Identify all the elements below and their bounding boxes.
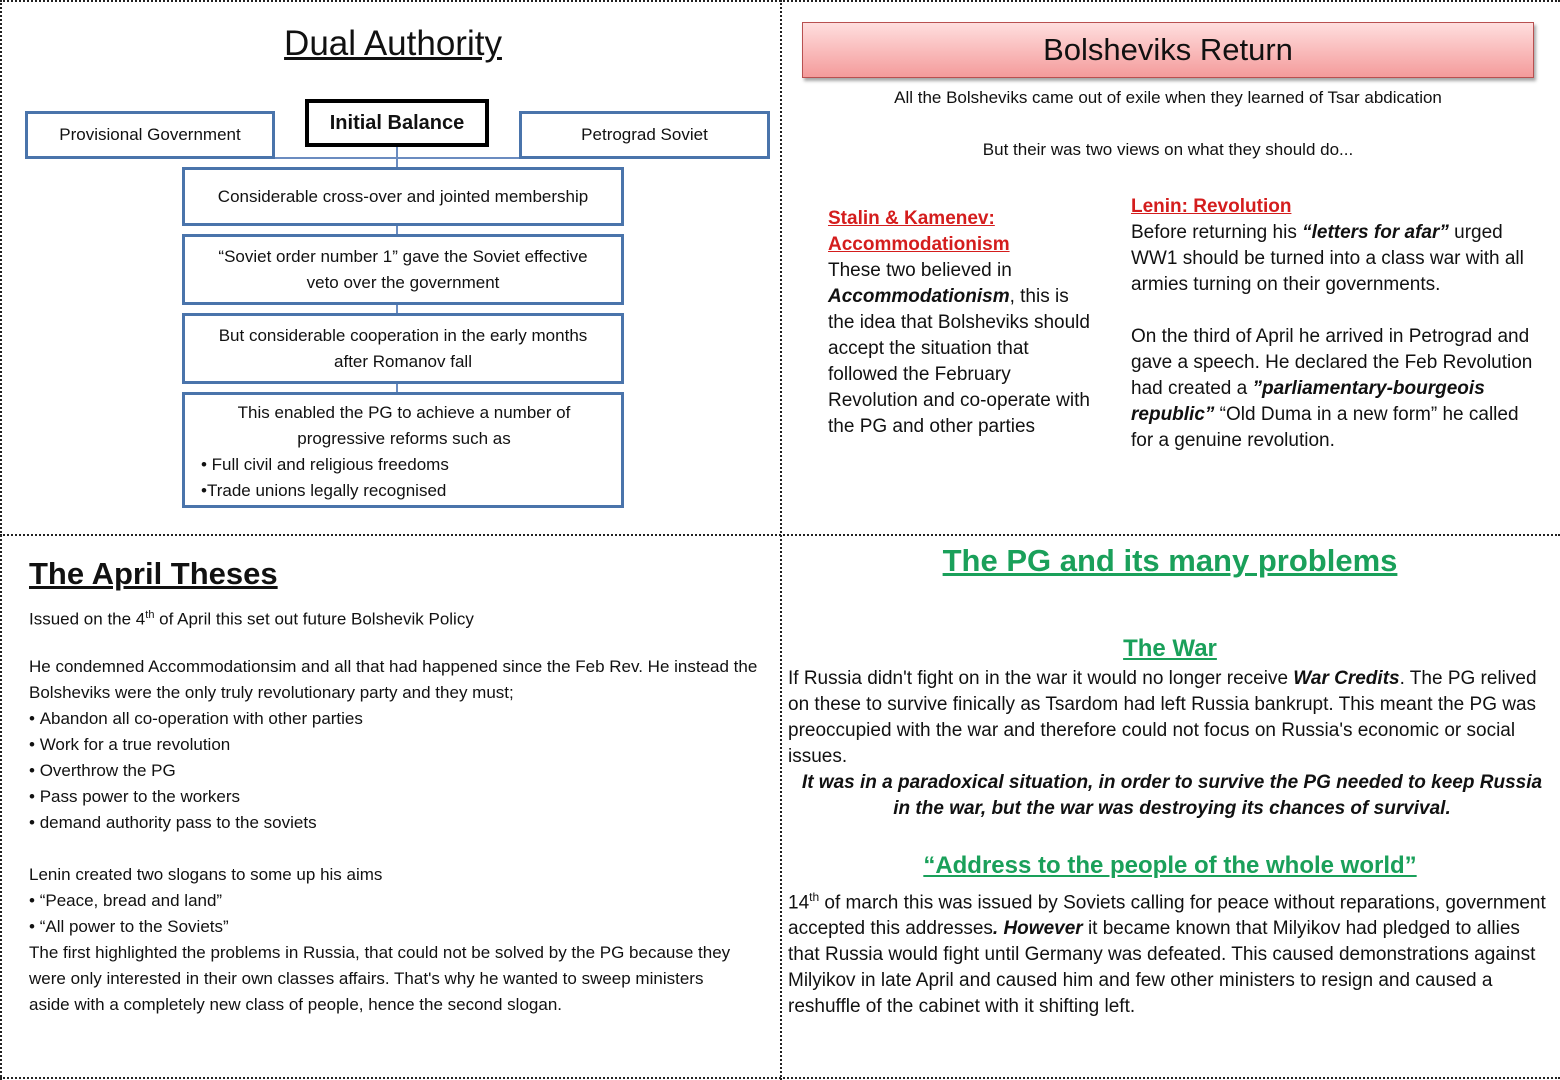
must-item: • Abandon all co-operation with other parties xyxy=(29,706,769,732)
stalin-text-2: , this is the idea that Bolsheviks should accept the situation that followed the February Revolution and co-operate with the PG and other parties xyxy=(828,286,1090,437)
dual-authority-title: Dual Authority xyxy=(284,24,502,63)
issued-b: of April this set out future Bolshevik Policy xyxy=(154,609,474,629)
april-theses-title: The April Theses xyxy=(29,556,278,591)
war-a: If Russia didn't fight on in the war it would no longer receive xyxy=(788,668,1294,689)
addr-d: it became known that Milyikov had pledged to allies that Russia would fight until Germany was defeated. This caused demonstrations against Milyikov in late April and caused him and few other ministers to resign and caused a reshuffle of the cabinet with it shifting left. xyxy=(788,918,1536,1018)
paradox-text: It was in a paradoxical situation, in order to survive the PG needed to keep Russia in the war, but the war was destroying its chances of survival. xyxy=(801,772,1543,819)
reforms-intro: This enabled the PG to achieve a number of progressive reforms such as xyxy=(237,403,571,448)
lenin-letters-text xyxy=(1131,220,1541,298)
war-c: . The PG relived on these to survive finically as Tsardom had left Russia bankrupt. This meant the PG was preoccupied with the war and therefore could not focus on Russia's economic or social issues. xyxy=(788,668,1537,767)
lenin-speech-text xyxy=(1131,324,1541,454)
lenin-p2-c: “Old Duma in a new form” he called for a genuine revolution. xyxy=(1131,404,1519,451)
cooperation-text: But considerable cooperation in the early months after Romanov fall xyxy=(218,325,588,371)
closing-text: The first highlighted the problems in Russia, that could not be solved by the PG because they were only interested in their own classes affairs. That's why he wanted to sweep ministers aside with a completely new class of people, hence the second slogan. xyxy=(29,943,731,1014)
cooperation-box xyxy=(182,313,624,384)
issued-sup: th xyxy=(145,609,155,621)
horizontal-divider xyxy=(0,534,1560,536)
initial-balance-label: Initial Balance xyxy=(329,112,465,134)
lenin-column xyxy=(1131,194,1541,454)
left-border xyxy=(0,0,2,1080)
must-item: • Overthrow the PG xyxy=(29,758,769,784)
lenin-heading: Lenin: Revolution xyxy=(1131,196,1292,217)
bolsheviks-title: Bolsheviks Return xyxy=(1043,32,1293,67)
addr-sup: th xyxy=(809,890,820,904)
lenin-p2-b: ”parliamentary-bourgeois republic” xyxy=(1131,378,1485,425)
issued-a: Issued on the 4 xyxy=(29,609,146,629)
stalin-kamenev-column xyxy=(828,206,1090,440)
lenin-p2-a: On the third of April he arrived in Petrograd and gave a speech. He declared the Feb Revolution had created a xyxy=(1131,326,1533,399)
two-views-line: But their was two views on what they should do... xyxy=(982,140,1354,159)
war-credits: War Credits xyxy=(1293,668,1400,689)
bolsheviks-title-banner xyxy=(802,22,1534,78)
reform-bullet-1: • Full civil and religious freedoms xyxy=(201,455,449,474)
addr-b: of march this was issued by Soviets calling for peace without reparations, government accepted this addresses xyxy=(788,892,1546,940)
condemned-paragraph xyxy=(29,654,769,836)
lenin-p1-b: “letters for afar” xyxy=(1302,222,1449,243)
exile-line: All the Bolsheviks came out of exile when they learned of Tsar abdication xyxy=(894,88,1442,107)
slogans-list xyxy=(29,888,745,940)
stalin-kamenev-heading: Stalin & Kamenev: Accommodationism xyxy=(828,208,1010,255)
stalin-text-accommodationism: Accommodationism xyxy=(828,286,1010,307)
provisional-government-box xyxy=(25,111,275,159)
petrograd-soviet-box xyxy=(519,111,770,159)
slogan-item: • “Peace, bread and land” xyxy=(29,888,745,914)
musts-list xyxy=(29,706,769,836)
address-heading: “Address to the people of the whole world” xyxy=(923,852,1417,879)
membership-box xyxy=(182,167,624,226)
must-item: • Pass power to the workers xyxy=(29,784,769,810)
stalin-kamenev-text xyxy=(828,258,1090,440)
lenin-p1-c: urged WW1 should be turned into a class war with all armies turning on their governments. xyxy=(1131,222,1524,295)
lenin-p1-a: Before returning his xyxy=(1131,222,1303,243)
order-number-box xyxy=(182,234,624,305)
slogan-item: • “All power to the Soviets” xyxy=(29,914,745,940)
order-number-text: “Soviet order number 1” gave the Soviet effective veto over the government xyxy=(218,246,588,292)
vertical-divider xyxy=(780,0,782,1080)
reforms-box xyxy=(182,392,624,508)
reform-bullet-2: •Trade unions legally recognised xyxy=(201,481,447,500)
issued-line xyxy=(29,602,769,633)
slogans-paragraph xyxy=(29,862,745,1018)
provisional-government-label: Provisional Government xyxy=(59,125,241,144)
condemned-text: He condemned Accommodationsim and all that had happened since the Feb Rev. He instead the Bolsheviks were the only truly revolutionary party and they must; xyxy=(29,657,758,702)
petrograd-soviet-label: Petrograd Soviet xyxy=(581,125,708,144)
war-paragraph xyxy=(788,666,1546,770)
stalin-text-1: These two believed in xyxy=(828,260,1012,281)
the-war-heading: The War xyxy=(1123,635,1217,662)
must-item: • demand authority pass to the soviets xyxy=(29,810,769,836)
slogans-intro: Lenin created two slogans to some up his aims xyxy=(29,865,383,884)
addr-a: 14 xyxy=(788,892,810,914)
address-paragraph xyxy=(788,884,1550,1020)
must-item: • Work for a true revolution xyxy=(29,732,769,758)
membership-text: Considerable cross-over and jointed membership xyxy=(217,186,589,206)
addr-however: . However xyxy=(992,918,1083,940)
pg-problems-title: The PG and its many problems xyxy=(942,543,1398,578)
initial-balance-box xyxy=(305,99,489,147)
